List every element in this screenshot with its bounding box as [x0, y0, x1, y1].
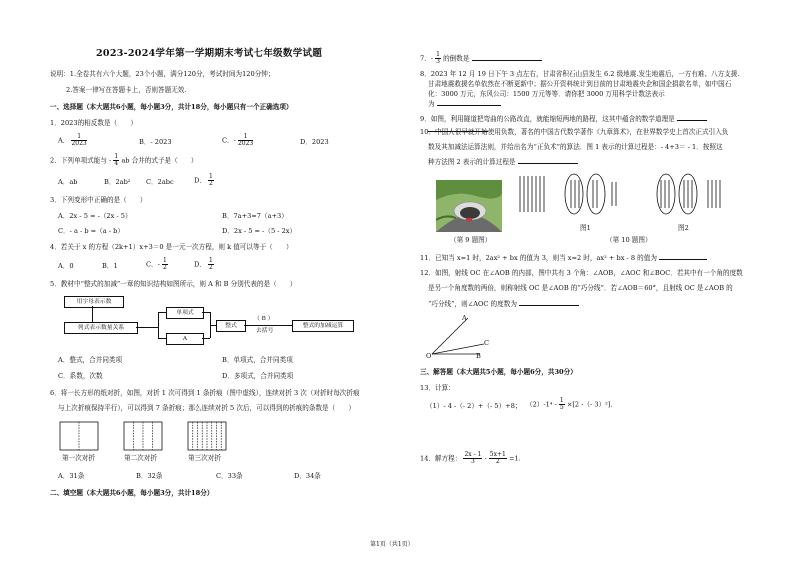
- q5-box-add-subtract: 整式的加减运算: [292, 320, 354, 332]
- q6-fold-2: [124, 422, 162, 450]
- q13-part-2: [526, 398, 612, 411]
- q6-stem-line-2: 与上次折痕保持平行），可以得到 7 条折痕；那么连续对折 5 次后，可以得到的折痕的条数是（ ）: [58, 404, 356, 412]
- q13-part-2-pre: （2）-1⁴ -: [526, 400, 557, 409]
- counting-rods-figures: [516, 172, 732, 232]
- q12-answer-blank[interactable]: [519, 305, 579, 306]
- q4-stem: 4．若关于 x 的方程（2k+1）x+3＝0 是一元一次方程，则 k 值可以等于（ ）: [50, 243, 293, 251]
- q8-line-4: [428, 100, 501, 109]
- q5-label-b: （ B ）: [254, 316, 274, 322]
- q5-connector-h1: [136, 327, 158, 328]
- q7-num: 1: [436, 51, 440, 58]
- q11-answer-blank[interactable]: [659, 259, 707, 260]
- q14-f1-num: 2x - 1: [464, 451, 482, 458]
- q1-c-label: C．-: [222, 136, 236, 145]
- q13-part-2-fraction: [559, 398, 565, 411]
- q5-option-b: B．单项式，合并同类项: [222, 356, 293, 364]
- q6-stem-line-1: 6．将一长方形的纸对折，如图，对折 1 次可得到 1 条折痕（图中虚线），连续对折 3 次（对折时每次折痕: [50, 389, 360, 397]
- q8-line-2: 甘肃地震救援名单依然在不断更新中；据公开资料统计到目前的甘肃地震央企和国企捐款名单，如中国石: [428, 80, 732, 88]
- q2-option-c: C．2abc: [146, 178, 174, 186]
- q2-stem: [50, 154, 198, 167]
- q13-part-2-num: 1: [559, 397, 564, 404]
- q4-d-fraction: [208, 258, 214, 271]
- q5-box-monomial: 单项式: [166, 307, 204, 319]
- q12-label-c: C: [484, 339, 490, 347]
- q5-option-a: A．整式，合并同类项: [58, 356, 123, 364]
- q2-d-label: D．: [194, 176, 206, 185]
- q4-c-fraction: [162, 258, 168, 271]
- q7-answer-blank[interactable]: [472, 60, 542, 61]
- section-3-heading: 三、解答题（本大题共5小题，每小题6分，共30分）: [420, 368, 577, 376]
- q6-caption-1: 第一次对折: [62, 454, 95, 462]
- q1-c-den: 2023: [237, 140, 254, 147]
- tunnel-photo: [436, 180, 502, 232]
- q10-answer-blank[interactable]: [518, 163, 578, 164]
- q11: [420, 254, 707, 263]
- q2-d-den: 2: [209, 180, 213, 187]
- q3-option-c: C．- a - b =（a - b）: [58, 227, 124, 235]
- q6-caption-2: 第二次对折: [124, 454, 157, 462]
- q5-option-c: C．系数，次数: [58, 372, 103, 380]
- q4-c-label: C．-: [146, 260, 160, 269]
- page-title: 2023-2024学年第一学期期末考试七年级数学试题: [96, 48, 323, 59]
- q9-line-1: [420, 115, 707, 124]
- q1-c-fraction: [238, 134, 253, 147]
- q5-connector-h4: [202, 312, 210, 313]
- q7-pre: 7．-: [420, 54, 434, 63]
- q8-line-1: 8．2023 年 12 月 19 日下午 3 点左右，甘肃省积石山县发生 6.2 级地震.发生地震后，一方有难、八方支援.: [420, 70, 740, 78]
- q7-den: 3: [436, 58, 440, 65]
- q2-d-fraction: [208, 174, 214, 187]
- q12-line-1: 12．如图，射线 OC 在∠AOB 的内部，图中共有 3 个角：∠AOB，∠AOC 和∠BOC．若其中有一个角的度数: [420, 269, 743, 277]
- q1-a-num: 1: [71, 134, 86, 141]
- q8-line-3: 化：3000 万元，东风公司：1500 万元等等．请你把 3000 万用科学计数法表示: [428, 90, 665, 98]
- q12-label-a: A: [462, 314, 467, 322]
- q13-stem: 13．计算：: [420, 384, 455, 392]
- q5-connector-v2: [158, 312, 159, 338]
- q1-a-label: A．: [58, 136, 70, 145]
- instruction-line-1: 说明：1.全卷共有六个大题，23个小题，满分120分，考试时间为120分钟；: [50, 70, 275, 78]
- q5-box-letters-for-numbers: 用字母表示数: [64, 296, 124, 308]
- q2-stem-fraction: [113, 154, 119, 167]
- q1-option-c: [222, 134, 253, 147]
- q12-line-3: [428, 300, 579, 309]
- section-2-heading: 二、填空题（本大题共6小题，每小题3分，共计18分）: [50, 489, 214, 497]
- q4-option-b: B．1: [102, 262, 118, 270]
- q13-part-2-post: ×[2 -（- 3）²].: [566, 400, 613, 409]
- q4-d-num: 1: [209, 257, 213, 264]
- q10-line-2: 数及其加减法运算法则，并给出名为“正负术”的算法．图 1 表示的计算过程是：- 4+3＝ - 1．按照这: [428, 143, 723, 151]
- q2-d-num: 1: [209, 173, 213, 180]
- q1-c-num: 1: [238, 134, 253, 141]
- fig10-caption: （第 10 题图）: [606, 236, 652, 244]
- q1-option-d: D．2023: [300, 138, 329, 146]
- instruction-line-2: 2.答案一律写在答题卡上，否则答题无效.: [66, 86, 187, 94]
- q2-option-a: A．ab: [58, 178, 78, 186]
- q5-option-d: D．多项式，合并同类项: [222, 372, 294, 380]
- q11-text: 11．已知当 x=1 时，2ax² + bx 的值为 3，则当 x=2 时，ax² + bx - 8 的值为: [420, 254, 657, 262]
- q6-option-c: C．33条: [216, 472, 243, 480]
- q3-option-a: A．2x - 5 = -（2x - 5）: [58, 212, 132, 220]
- q5-box-polynomial-expression: 整式: [216, 320, 246, 332]
- q8-answer-blank[interactable]: [437, 105, 501, 106]
- q14-f2-den: 2: [495, 458, 500, 465]
- q14-post: =1.: [508, 454, 521, 463]
- q14-pre: 14．解方程：: [420, 454, 462, 463]
- q13-part-1: （1）- 4 -（- 2）+（- 5）+8；: [426, 402, 522, 410]
- q4-c-num: 1: [162, 257, 167, 264]
- q2-option-d: [194, 174, 214, 187]
- q5-box-quantity-relations: 列式表示数量关系: [64, 322, 138, 334]
- q6-caption-3: 第三次对折: [188, 454, 221, 462]
- q7-fraction: [435, 52, 441, 65]
- q12-line-2: 是另一个角度数的两倍，则称射线 OC 是∠AOB 的“巧分线”．若∠AOB＝60°，且射线 OC 是∠AOB 的: [428, 284, 733, 292]
- fig9-caption: （第 9 题图）: [450, 236, 492, 244]
- q6-option-b: B．32条: [136, 472, 163, 480]
- q4-option-a: A．0: [58, 262, 74, 270]
- q3-option-b: B．7a+3=7（a+3）: [222, 212, 288, 220]
- q6-option-d: D．34条: [294, 472, 321, 480]
- q5-connector-h7: [244, 325, 292, 326]
- q10-line-3: [428, 158, 578, 167]
- q10-line-1: 10．中国人很早就开始使用负数，著名的中国古代数学著作《九章算术》，在世界数学史上首次正式引入负: [420, 128, 729, 136]
- q2-stem-pre: 2．下列单项式能与 -: [50, 156, 112, 165]
- fig2-caption: 图2: [678, 224, 689, 232]
- q3-stem: 3．下列变形中正确的是（ ）: [50, 196, 147, 204]
- q14-minus: -: [484, 454, 487, 463]
- q8-line-4-text: 为: [428, 100, 435, 108]
- q14-f1-den: 3: [470, 458, 475, 465]
- q13-part-2-den: 5: [559, 404, 564, 411]
- q1-a-fraction: [71, 134, 86, 147]
- q4-d-den: 2: [209, 264, 213, 271]
- section-1-heading: 一、选择题（本大题共6小题，每小题3分，共计18分，每小题只有一个正确选项）: [50, 103, 293, 111]
- q12-label-o: O: [426, 352, 432, 360]
- q6-fold-3: [188, 422, 226, 450]
- q5-label-remove-brackets: 去括号: [256, 328, 274, 334]
- q2-stem-post: ab 合并的式子是（ ）: [121, 156, 198, 165]
- q5-connector-h2: [158, 312, 166, 313]
- rods-figure-1: [520, 174, 616, 214]
- q5-connector-h3: [158, 338, 166, 339]
- q1-option-b: B．- 2023: [139, 138, 172, 146]
- q1-option-a: [58, 134, 87, 147]
- fig1-caption: 图1: [580, 224, 591, 232]
- q5-stem: 5．教材中“整式的加减”一章的知识结构如图所示，则 A 和 B 分别代表的是（ ）: [50, 280, 297, 288]
- q12-line-3-text: “巧分线”，则∠AOC 的度数为: [428, 300, 517, 308]
- q4-d-label: D．: [194, 260, 206, 269]
- q2-stem-den: 4: [114, 160, 119, 167]
- q2-stem-num: 1: [114, 153, 119, 160]
- q7-post: 的倒数是: [443, 54, 470, 63]
- q4-option-d: [194, 258, 214, 271]
- q3-option-d: D．2x - 5 = -（5 - 2x）: [222, 227, 297, 235]
- q6-fold-1: [60, 422, 98, 450]
- q14-f2-num: 5x+1: [489, 451, 506, 458]
- q10-line-3-text: 种方法图 2 表示的计算过程是: [428, 158, 516, 166]
- q14: [420, 452, 521, 465]
- q4-option-c: [146, 258, 168, 271]
- q14-fraction-1: [463, 452, 482, 465]
- q9-line-1-text: 9．如图，利用隧道把弯曲的公路改直，就能缩短两地的路程，这其中蕴含的数学道理是: [420, 115, 675, 123]
- q5-connector-v1: [92, 306, 93, 322]
- q7: [420, 52, 542, 65]
- q14-fraction-2: [489, 452, 507, 465]
- rods-figure-2: [657, 174, 720, 214]
- q2-option-b: B．2ab²: [104, 178, 131, 186]
- q5-connector-h5: [202, 338, 210, 339]
- q4-c-den: 2: [162, 264, 167, 271]
- q1-a-den: 2023: [71, 140, 87, 147]
- q12-label-b: B: [476, 352, 481, 360]
- q5-box-a: A: [166, 333, 204, 345]
- q9-answer-blank-1[interactable]: [677, 120, 707, 121]
- q1-stem: 1．2023的相反数是（ ）: [50, 119, 137, 127]
- page-footer: 第1页（共1页）: [370, 541, 414, 548]
- q6-option-a: A．31条: [58, 472, 85, 480]
